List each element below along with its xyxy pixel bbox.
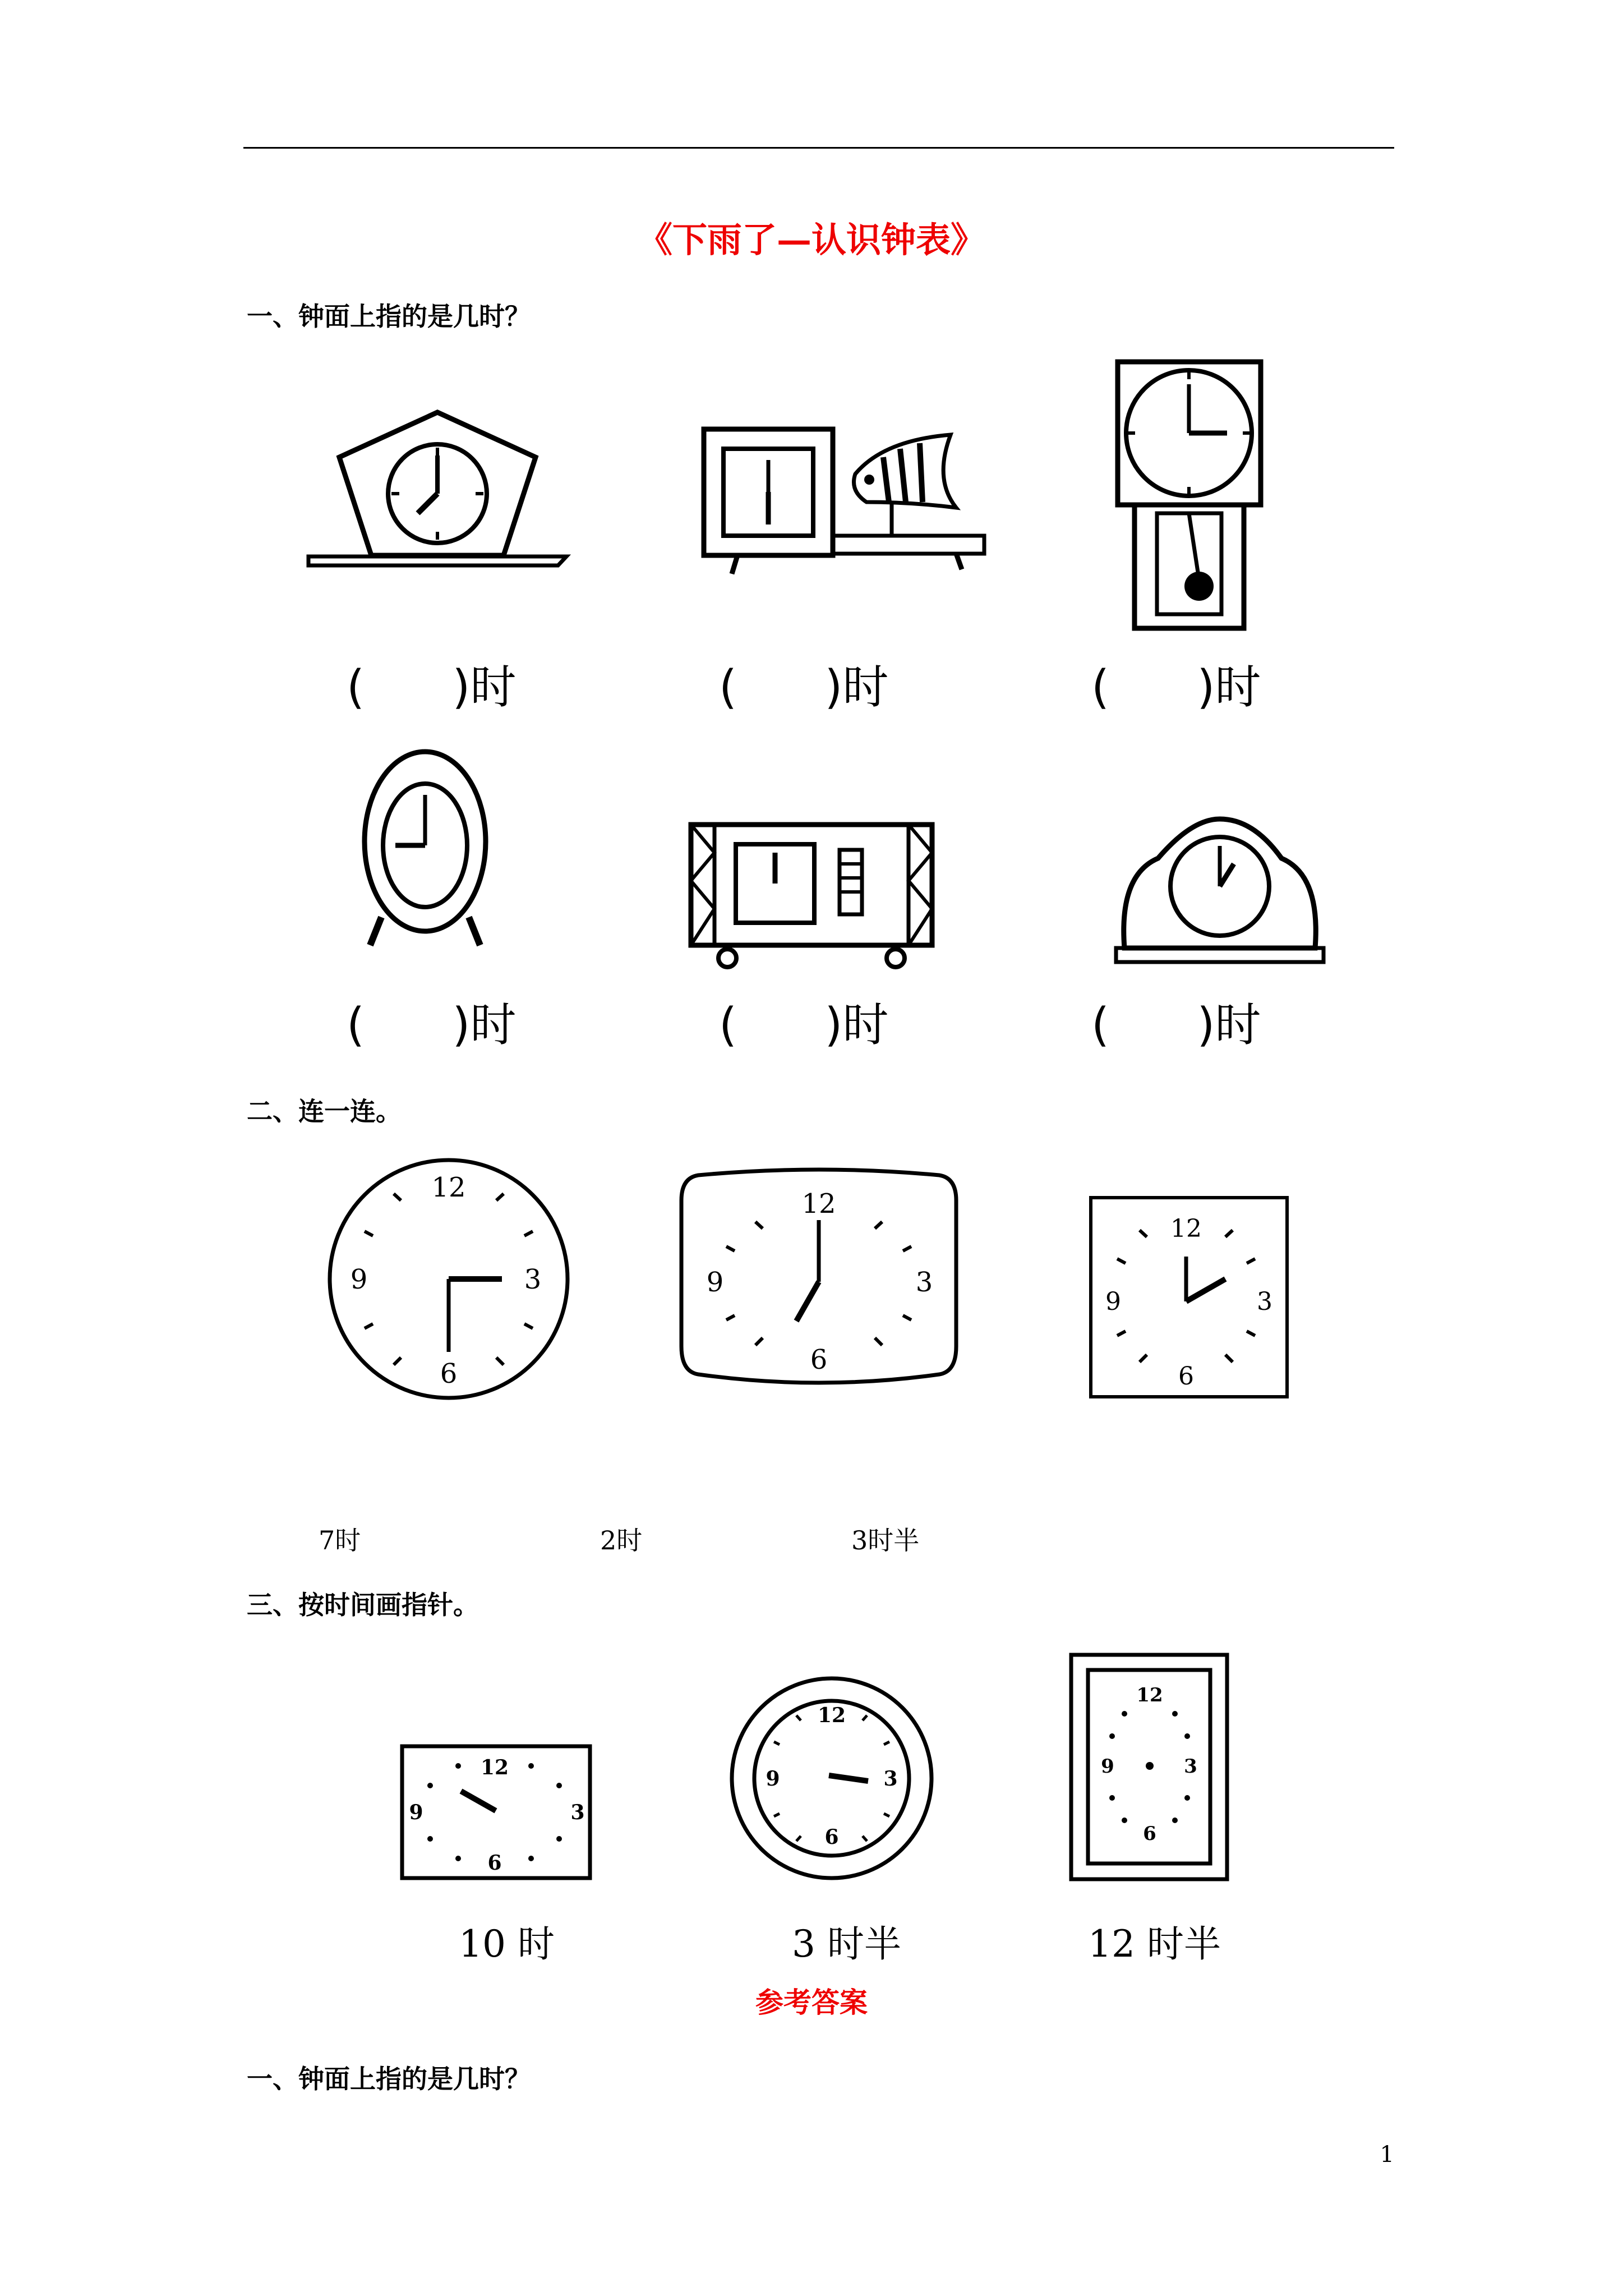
svg-text:9: 9	[409, 1801, 423, 1824]
svg-text:6: 6	[440, 1358, 458, 1389]
svg-text:6: 6	[824, 1825, 839, 1849]
worksheet-title: 《下雨了—认识钟表》	[637, 219, 985, 260]
svg-text:6: 6	[1178, 1362, 1194, 1391]
svg-text:12: 12	[1170, 1214, 1202, 1243]
svg-text:12: 12	[801, 1188, 836, 1220]
svg-text:3: 3	[1184, 1755, 1197, 1778]
svg-text:9: 9	[1105, 1287, 1121, 1316]
oval-clock-icon	[359, 749, 494, 951]
svg-text:9: 9	[350, 1264, 368, 1295]
rect-clock-icon[interactable]	[676, 1167, 962, 1391]
box-clock-icon	[685, 819, 938, 976]
match-label[interactable]: 3时半	[851, 1525, 920, 1556]
section3-heading: 三、按时间画指针。	[247, 1590, 479, 1620]
draw-label: 12 时半	[1088, 1922, 1221, 1966]
round-clock-icon[interactable]	[325, 1153, 572, 1411]
svg-text:3: 3	[524, 1264, 542, 1295]
answer-blank[interactable]: ( )时	[719, 999, 889, 1052]
square-clock-icon[interactable]	[1088, 1195, 1290, 1402]
draw-label: 10 时	[459, 1922, 555, 1966]
page-number: 1	[1380, 2142, 1394, 2168]
match-label[interactable]: 7时	[319, 1525, 361, 1556]
draw-label: 3 时半	[792, 1922, 901, 1966]
svg-text:3: 3	[1257, 1287, 1272, 1316]
answer-blank[interactable]: ( )时	[347, 661, 517, 714]
svg-text:6: 6	[487, 1851, 502, 1875]
answer-blank[interactable]: ( )时	[719, 661, 889, 714]
pendulum-clock-icon	[1115, 359, 1266, 634]
section1-heading: 一、钟面上指的是几时？	[247, 301, 531, 332]
svg-text:9: 9	[766, 1767, 780, 1791]
svg-text:3: 3	[883, 1767, 898, 1791]
svg-text:12: 12	[817, 1704, 846, 1727]
svg-text:3: 3	[915, 1267, 933, 1298]
mantel-clock-icon	[303, 409, 572, 572]
answer-blank[interactable]: ( )时	[1091, 999, 1261, 1052]
draw-clock-rect-icon[interactable]	[399, 1743, 593, 1881]
draw-clock-round-icon[interactable]	[728, 1674, 935, 1882]
svg-text:6: 6	[1143, 1823, 1156, 1845]
svg-text:9: 9	[706, 1267, 724, 1298]
answer-blank[interactable]: ( )时	[1091, 661, 1261, 714]
svg-text:12: 12	[431, 1172, 466, 1203]
answer-key-heading: 参考答案	[755, 1986, 868, 2019]
answer-section1-heading: 一、钟面上指的是几时？	[247, 2064, 531, 2094]
svg-text:9: 9	[1101, 1755, 1114, 1778]
svg-text:12: 12	[1136, 1684, 1163, 1706]
dome-clock-icon	[1113, 808, 1326, 970]
draw-clock-tall-icon[interactable]	[1068, 1652, 1231, 1882]
header-rule	[243, 147, 1394, 149]
answer-blank[interactable]: ( )时	[347, 999, 517, 1052]
section2-heading: 二、连一连。	[247, 1096, 402, 1126]
svg-text:6: 6	[810, 1344, 828, 1375]
svg-text:12: 12	[480, 1756, 509, 1779]
match-label[interactable]: 2时	[600, 1525, 643, 1556]
fish-clock-icon	[698, 424, 990, 581]
svg-text:3: 3	[570, 1801, 585, 1824]
